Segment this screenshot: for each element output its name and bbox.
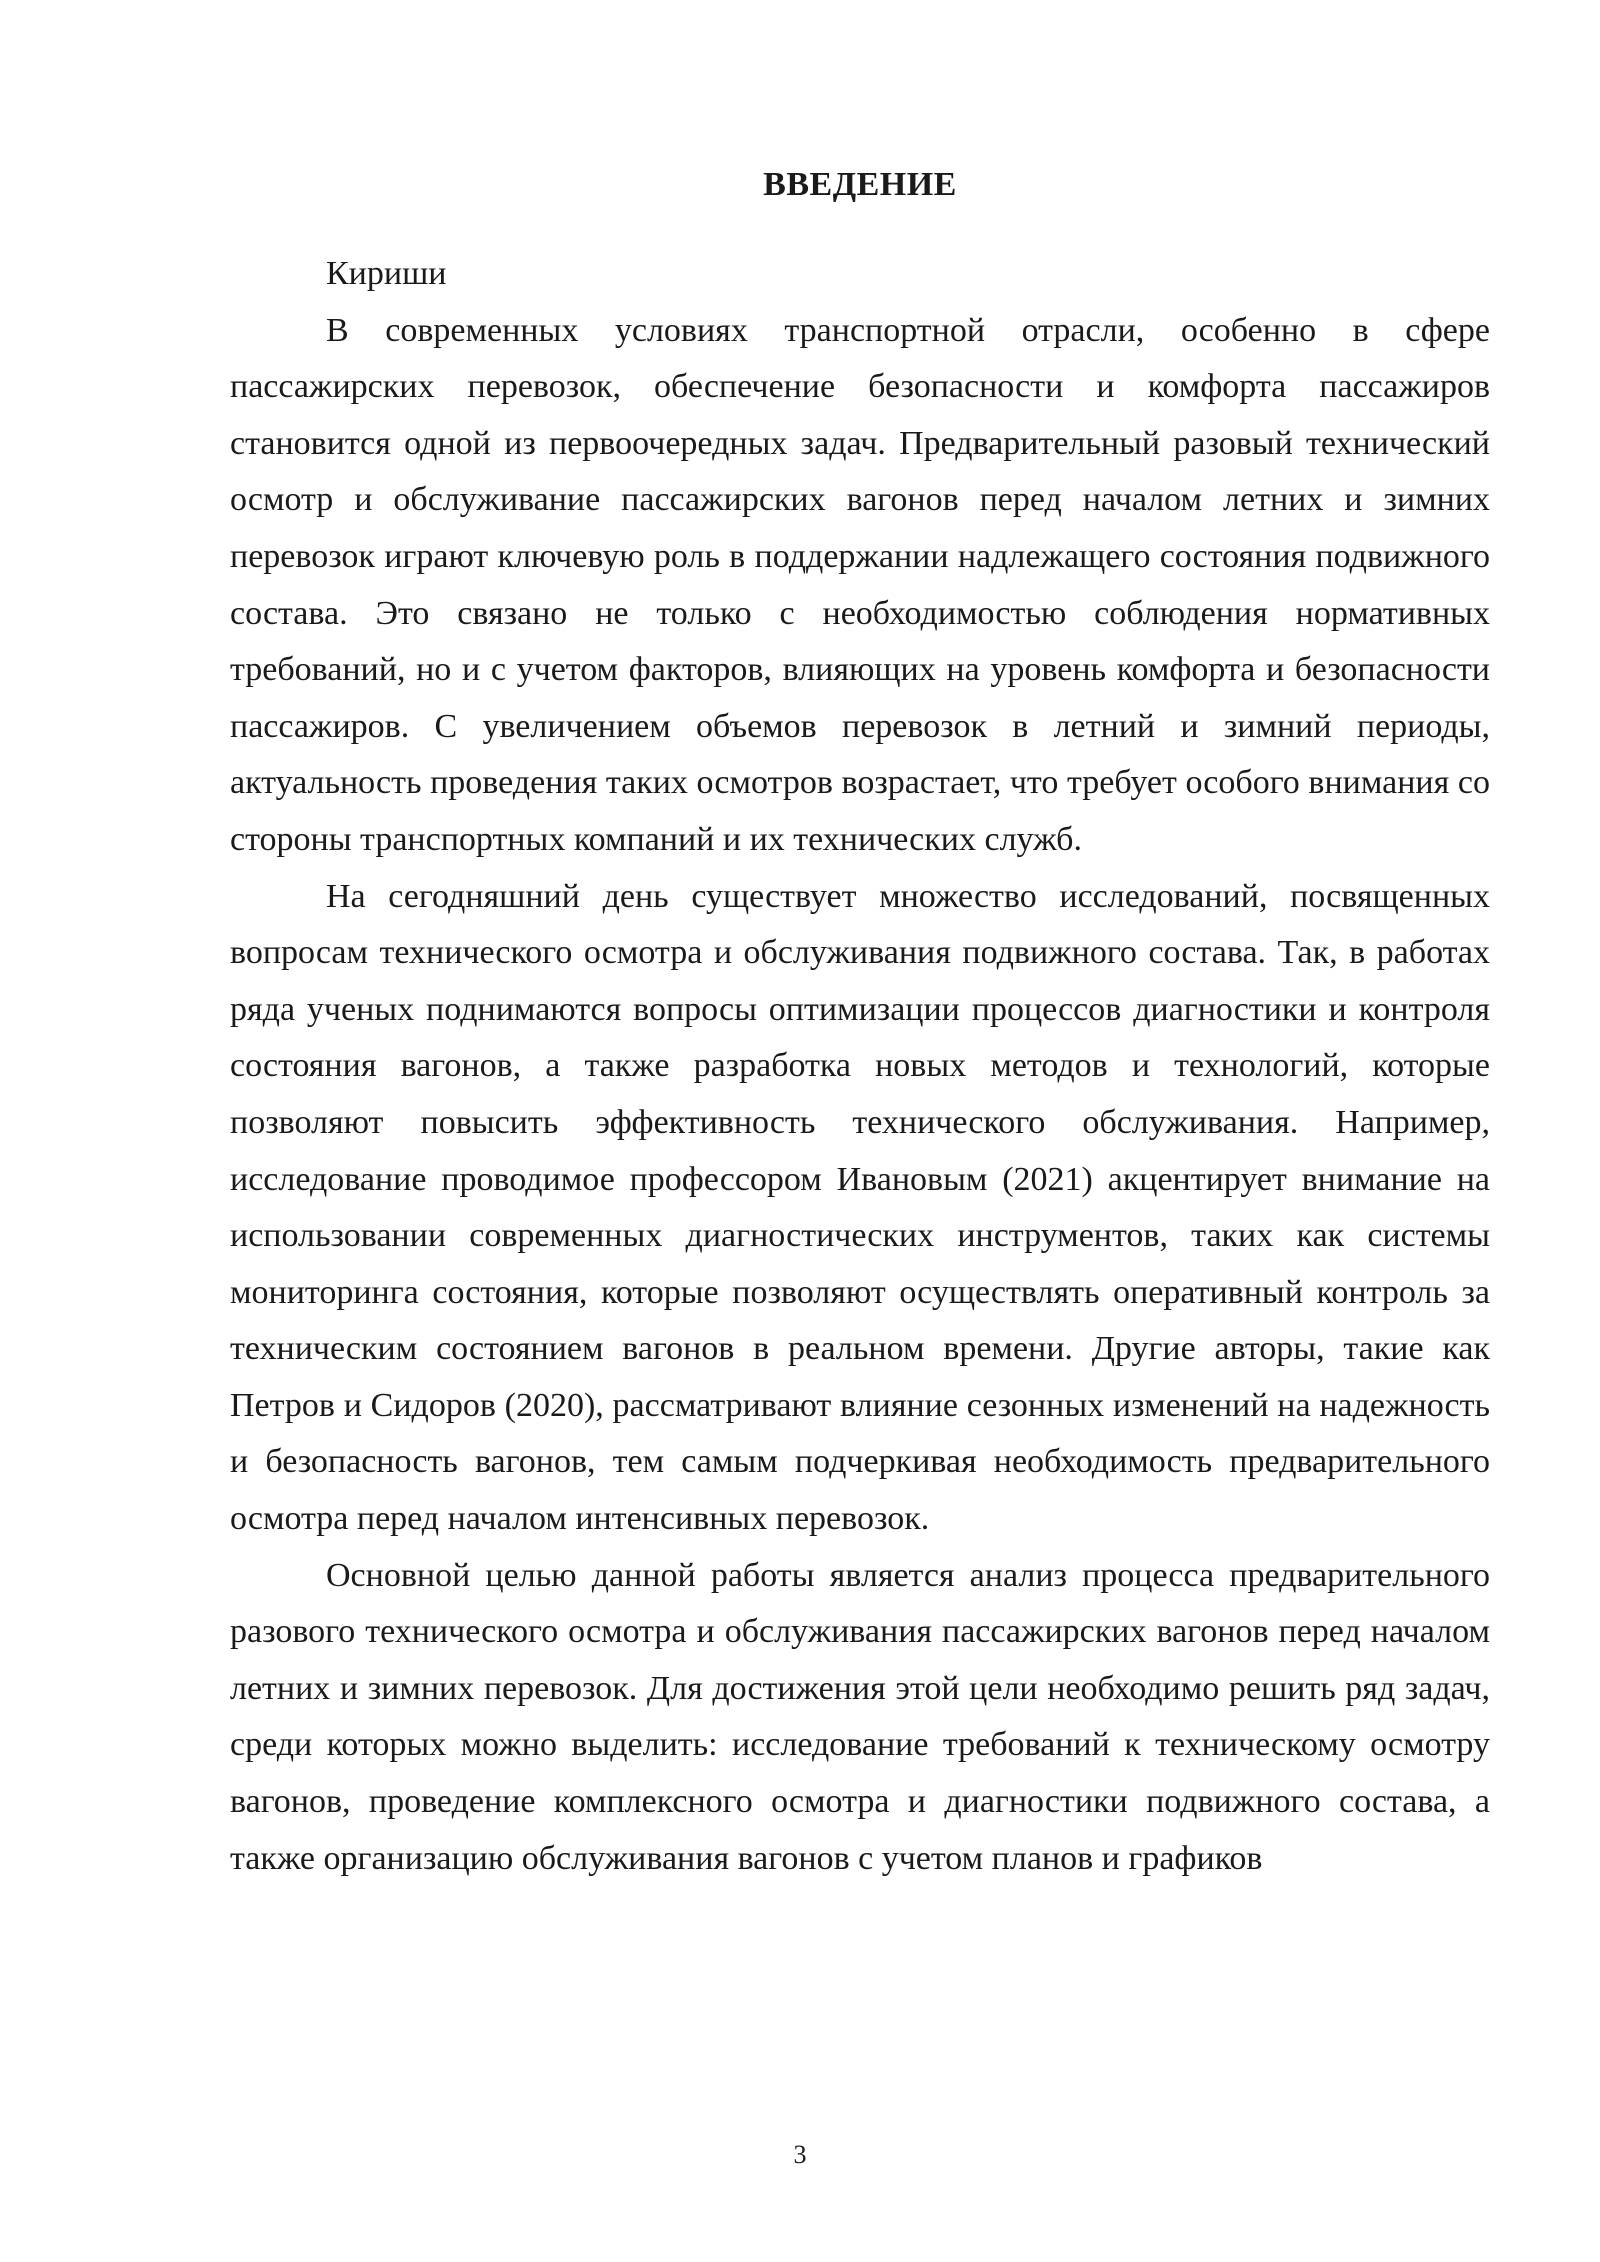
- body-text: [230, 246, 1490, 1887]
- paragraph-research: На сегодняшний день существует множество исследований, посвященных вопросам технического осмотра и обслуживания подвижного состава. Так, в работах ряда ученых поднимаются вопросы оптимизации процессов диагностики и контроля состояния вагонов, а также разработка новых методов и технологий, которые позволяют повысить эффективность технического обслуживания. Например, исследование проводимое профессором Ивановым (2021) акцентирует внимание на использовании современных диагностических инструментов, таких как системы мониторинга состояния, которые позволяют осуществлять оперативный контроль за техническим состоянием вагонов в реальном времени. Другие авторы, такие как Петров и Сидоров (2020), рассматривают влияние сезонных изменений на надежность и безопасность вагонов, тем самым подчеркивая необходимость предварительного осмотра перед началом интенсивных перевозок.: [230, 877, 1490, 1538]
- page-title: ВВЕДЕНИЕ: [763, 166, 957, 203]
- paragraph-goal: Основной целью данной работы является анализ процесса предварительного разового технического осмотра и обслуживания пассажирских вагонов перед началом летних и зимних перевозок. Для достижения этой цели необходимо решить ряд задач, среди которых можно выделить: исследование требований к техническому осмотру вагонов, проведение комплексного осмотра и диагностики подвижного состава, а также организацию обслуживания вагонов с учетом планов и графиков: [230, 1556, 1490, 1877]
- page-number: 3: [793, 2140, 807, 2169]
- location-label: Кириши: [326, 255, 447, 292]
- paragraph-intro: В современных условиях транспортной отрасли, особенно в сфере пассажирских перевозок, обеспечение безопасности и комфорта пассажиров становится одной из первоочередных задач. Предварительный разовый технический осмотр и обслуживание пассажирских вагонов перед началом летних и зимних перевозок играют ключевую роль в поддержании надлежащего состояния подвижного состава. Это связано не только с необходимостью соблюдения нормативных требований, но и с учетом факторов, влияющих на уровень комфорта и безопасности пассажиров. С увеличением объемов перевозок в летний и зимний периоды, актуальность проведения таких осмотров возрастает, что требует особого внимания со стороны транспортных компаний и их технических служб.: [230, 311, 1490, 858]
